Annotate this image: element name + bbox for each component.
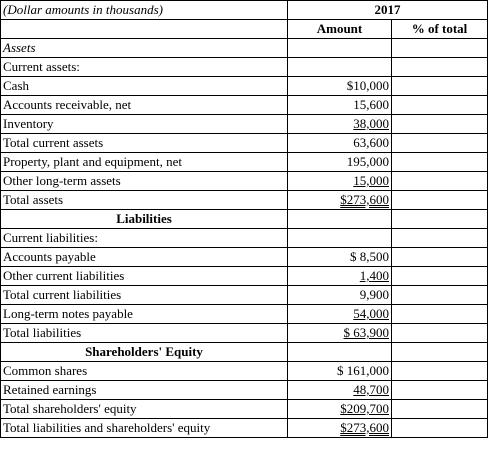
header-blank-cell [1, 20, 288, 39]
amount-column-header: Amount [288, 20, 392, 39]
table-row [1, 229, 488, 248]
row-label: Total current liabilities [1, 286, 288, 305]
header-row-year [1, 1, 488, 20]
row-pct [392, 134, 488, 153]
amount-value: $ 8,500 [350, 249, 389, 264]
row-amount [288, 77, 392, 96]
amount-value: 54,000 [353, 306, 389, 321]
table-row [1, 400, 488, 419]
table-row [1, 77, 488, 96]
row-amount [288, 267, 392, 286]
table-row [1, 191, 488, 210]
amount-value: $ 63,900 [343, 325, 389, 340]
amount-value: 38,000 [353, 116, 389, 131]
amount-value: 195,000 [346, 154, 389, 169]
row-amount [288, 343, 392, 362]
table-row [1, 134, 488, 153]
row-pct [392, 191, 488, 210]
row-amount [288, 305, 392, 324]
row-amount [288, 115, 392, 134]
header-row-columns [1, 20, 488, 39]
row-label: Total liabilities [1, 324, 288, 343]
row-amount [288, 210, 392, 229]
row-label: Current assets: [1, 58, 288, 77]
row-amount [288, 248, 392, 267]
row-pct [392, 39, 488, 58]
row-label: Other current liabilities [1, 267, 288, 286]
row-pct [392, 267, 488, 286]
amount-value: $273,600 [340, 420, 389, 435]
row-amount [288, 286, 392, 305]
row-label: Total assets [1, 191, 288, 210]
amount-value: 9,900 [359, 287, 389, 302]
table-row [1, 153, 488, 172]
row-pct [392, 343, 488, 362]
year-header: 2017 [288, 1, 488, 20]
row-pct [392, 419, 488, 438]
row-amount [288, 96, 392, 115]
table-row [1, 58, 488, 77]
row-pct [392, 362, 488, 381]
amount-value: 63,600 [353, 135, 389, 150]
row-label: Cash [1, 77, 288, 96]
table-row [1, 343, 488, 362]
table-row [1, 210, 488, 229]
row-amount [288, 362, 392, 381]
row-amount [288, 58, 392, 77]
row-label: Other long-term assets [1, 172, 288, 191]
row-label: Accounts receivable, net [1, 96, 288, 115]
row-amount [288, 191, 392, 210]
table-row [1, 39, 488, 58]
amount-value: $10,000 [346, 78, 389, 93]
table-row [1, 96, 488, 115]
row-pct [392, 96, 488, 115]
row-pct [392, 229, 488, 248]
table-row [1, 419, 488, 438]
row-pct [392, 115, 488, 134]
row-pct [392, 58, 488, 77]
table-row [1, 362, 488, 381]
row-label: Property, plant and equipment, net [1, 153, 288, 172]
row-label: Assets [1, 39, 288, 58]
row-amount [288, 381, 392, 400]
amount-value: 48,700 [353, 382, 389, 397]
table-row [1, 172, 488, 191]
units-note: (Dollar amounts in thousands) [1, 1, 288, 20]
row-label: Long-term notes payable [1, 305, 288, 324]
row-label: Common shares [1, 362, 288, 381]
row-label: Shareholders' Equity [1, 343, 288, 362]
row-pct [392, 324, 488, 343]
table-row [1, 286, 488, 305]
row-pct [392, 305, 488, 324]
row-label: Inventory [1, 115, 288, 134]
row-pct [392, 400, 488, 419]
row-label: Current liabilities: [1, 229, 288, 248]
row-label: Accounts payable [1, 248, 288, 267]
row-amount [288, 134, 392, 153]
row-pct [392, 77, 488, 96]
table-row [1, 305, 488, 324]
row-label: Retained earnings [1, 381, 288, 400]
row-label: Liabilities [1, 210, 288, 229]
row-pct [392, 210, 488, 229]
table-row [1, 115, 488, 134]
amount-value: $273,600 [340, 192, 389, 207]
row-amount [288, 229, 392, 248]
row-amount [288, 324, 392, 343]
amount-value: $ 161,000 [337, 363, 389, 378]
table-row [1, 324, 488, 343]
amount-value: 15,600 [353, 97, 389, 112]
table-row [1, 248, 488, 267]
amount-value: $209,700 [340, 401, 389, 416]
row-label: Total current assets [1, 134, 288, 153]
amount-value: 1,400 [359, 268, 389, 283]
row-amount [288, 419, 392, 438]
table-row [1, 381, 488, 400]
table-row [1, 267, 488, 286]
row-amount [288, 39, 392, 58]
row-pct [392, 286, 488, 305]
amount-value: 15,000 [353, 173, 389, 188]
row-pct [392, 381, 488, 400]
pct-column-header: % of total [392, 20, 488, 39]
row-label: Total liabilities and shareholders' equity [1, 419, 288, 438]
row-pct [392, 172, 488, 191]
row-amount [288, 172, 392, 191]
row-pct [392, 153, 488, 172]
row-amount [288, 400, 392, 419]
row-pct [392, 248, 488, 267]
row-amount [288, 153, 392, 172]
row-label: Total shareholders' equity [1, 400, 288, 419]
